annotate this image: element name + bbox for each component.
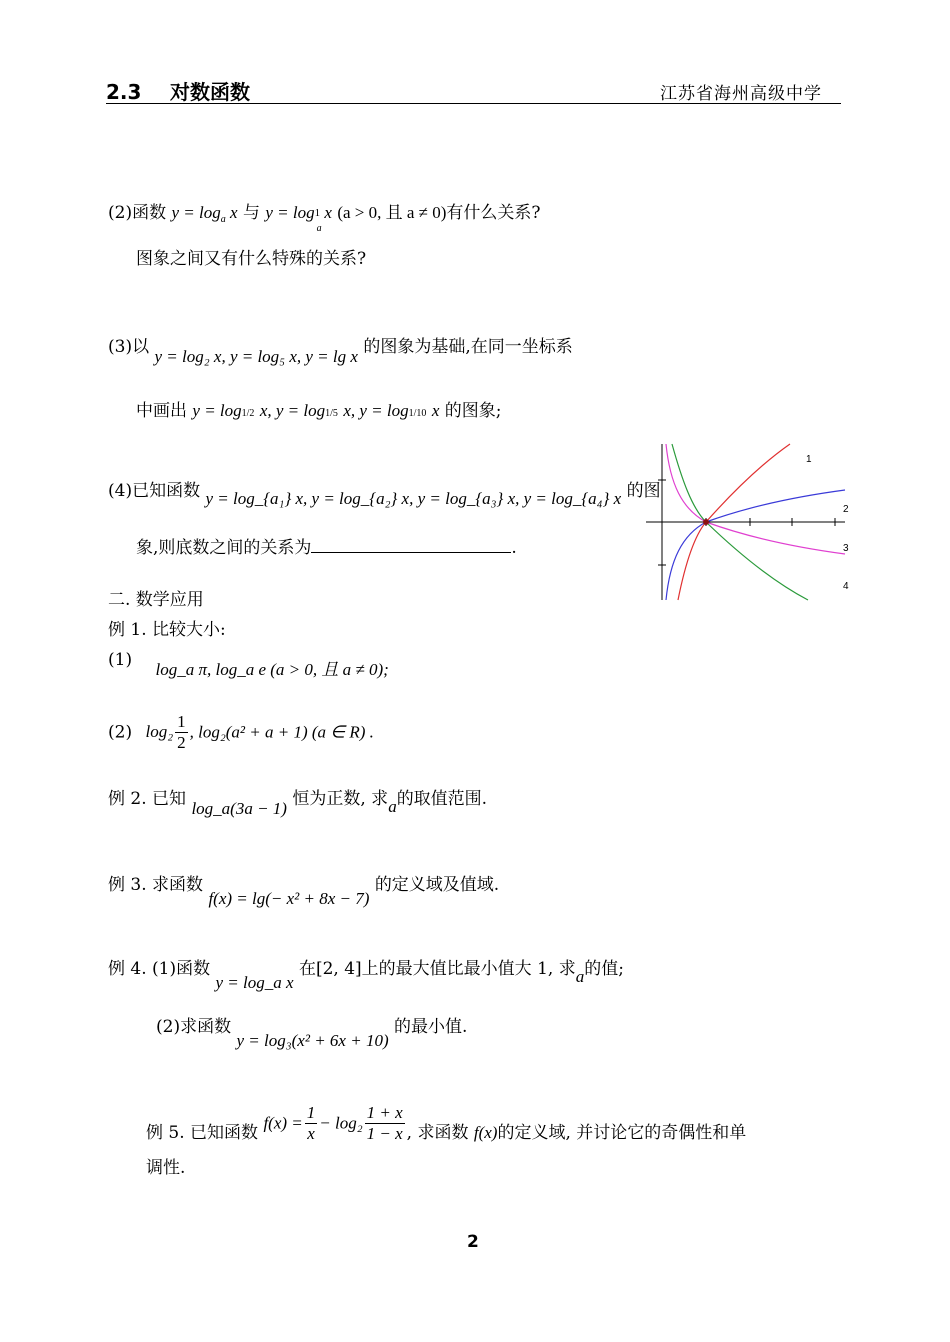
section-title: 对数函数 xyxy=(170,80,250,104)
example-3: 例 3. 求函数 f(x) = lg(− x² + 8x − 7) 的定义域及值域. xyxy=(108,875,500,908)
question-4-line-1: (4)已知函数 y = log_{a₁} x, y = log_{a₂} x, y = log_{a₃} x, y = log_{a₄} x 的图 xyxy=(108,481,661,508)
question-2-line-2: 图象之间又有什么特殊的关系? xyxy=(136,249,367,269)
curve-label-4: 4 xyxy=(843,581,849,592)
header-rule xyxy=(106,103,841,104)
question-4-line-2: 象,则底数之间的关系为 . xyxy=(136,538,517,558)
page-number: 2 xyxy=(467,1232,479,1252)
question-3-line-2: 中画出 y = log1/2 x, y = log1/5 x, y = log1/10 x 的图象; xyxy=(136,401,502,421)
fraction-one-over-x: $\frac{1}{x}$ xyxy=(306,1103,316,1144)
log-curves-graph xyxy=(640,440,855,605)
example-2: 例 2. 已知 log_a(3a − 1) 恒为正数, 求a的取值范围. xyxy=(108,789,488,818)
example-1-part-1: (1) log_a π, log_a e (a > 0, 且 a ≠ 0); xyxy=(108,650,389,679)
intersection-point xyxy=(703,519,709,525)
school-name: 江苏省海州高级中学 xyxy=(660,84,822,104)
example-4-part-1: 例 4. (1)函数 y = log_a x 在[2, 4]上的最大值比最小值大 1, 求a的值; xyxy=(108,959,624,992)
curve-label-2: 2 xyxy=(843,504,849,515)
fraction-one-half: $\frac{1}{2}$ xyxy=(177,712,186,753)
curve-label-1: 1 xyxy=(806,454,812,465)
fraction-1px-over-1mx: $\frac{1 + x}{1 - x}$ xyxy=(366,1103,403,1144)
example-1-part-2: (2) log₂ $\frac{1}{2}$ , log₂(a² + a + 1) (a ∈ R) . xyxy=(108,712,374,753)
curve-label-3: 3 xyxy=(843,543,849,554)
question-2-line-1: (2)函数 $y = \log_a x$ 与 y = log1 a x (a > 0, 且 a ≠ 0)有什么关系? xyxy=(108,203,541,234)
example-5-line-2: 调性. xyxy=(146,1158,186,1178)
answer-blank[interactable] xyxy=(311,538,511,553)
section-number: 2.3 xyxy=(106,80,142,104)
example-1-title: 例 1. 比较大小: xyxy=(108,620,226,640)
example-4-part-2: (2)求函数 y = log₃(x² + 6x + 10) 的最小值. xyxy=(156,1017,468,1050)
section-header xyxy=(106,76,250,105)
section-2-title: 二. 数学应用 xyxy=(108,590,204,610)
question-3-line-1: (3)以 y = log₂ x, y = log₅ x, y = lg x 的图象为基础,在同一坐标系 xyxy=(108,337,573,366)
example-5-line-1: 例 5. 已知函数 f(x) = $\frac{1}{x}$ − log₂ $\frac{1 + x}{1 - x}$ , 求函数 f(x)的定义域, 并讨论它的奇偶性和单 xyxy=(146,1103,747,1144)
curve-3 xyxy=(666,444,845,554)
